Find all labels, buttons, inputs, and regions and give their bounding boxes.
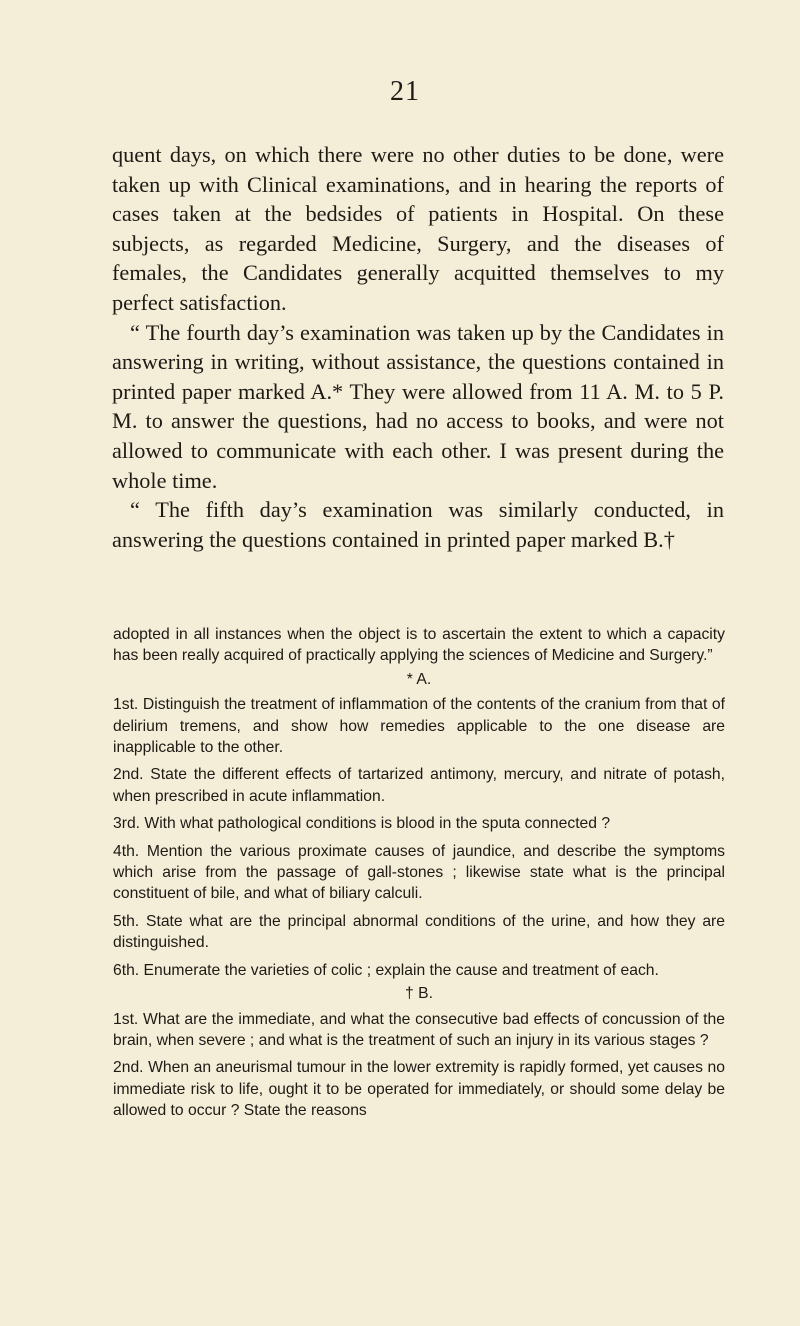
question-item: 1st. Distinguish the treatment of inflammation of the contents of the cranium from that of delirium tremens, and show how remedies applicable to the one disease are inapplicable to the other. [113,696,725,757]
footnote-a-mark: * A. [406,670,432,688]
footnote-continuation: adopted in all instances when the object is to ascertain the extent to which a capacity has been really acquired of practically applying the sciences of Medicine and Surgery.” [113,626,725,665]
paragraph: quent days, on which there were no other duties to be done, were taken up with Clinical examinations, and in hearing the reports of cases taken at the bedsides of patients in Hospital. On these subjects, as regarded Medicine, Surgery, and the diseases of females, the Candidates generally acquitted themselves to my perfect satisfaction. [112,142,724,315]
question-item: 2nd. When an aneurismal tumour in the lower extremity is rapidly formed, yet causes no immediate risk to life, ought it to be operated for immediately, or should some delay be allowed to occur ? State the reasons [113,1059,725,1120]
question-item: 1st. What are the immediate, and what the consecutive bad effects of concussion of the brain, when severe ; and what is the treatment of such an injury in its various stages ? [113,1010,725,1049]
question-item: 3rd. With what pathological conditions is blood in the sputa connected ? [113,815,611,833]
paragraph: “ The fifth day’s examination was similarly conducted, in answering the questions contained in printed paper marked B.† [112,497,724,552]
paragraph: “ The fourth day’s examination was taken up by the Candidates in answering in writing, without assistance, the questions contained in printed paper marked A.* They were allowed from 11 A. M. to 5 P. M. to answer the questions, had no access to books, and were not allowed to communicate with each other. I was present during the whole time. [112,319,724,493]
page-number: 21 [390,76,420,107]
question-item: 5th. State what are the principal abnormal conditions of the urine, and how they are distinguished. [113,912,725,952]
question-item: 2nd. State the different effects of tartarized antimony, mercury, and nitrate of potash, when prescribed in acute inflammation. [113,766,725,805]
question-item: 6th. Enumerate the varieties of colic ; explain the cause and treatment of each. [113,961,659,979]
footnote-b-mark: † B. [405,985,433,1003]
footnotes [113,624,725,1122]
main-text [112,140,724,554]
question-item: 4th. Mention the various proximate causes of jaundice, and describe the symptoms which arise from the passage of gall-stones ; likewise state what is the principal constituent of bile, and what of biliary calculi. [113,842,725,903]
